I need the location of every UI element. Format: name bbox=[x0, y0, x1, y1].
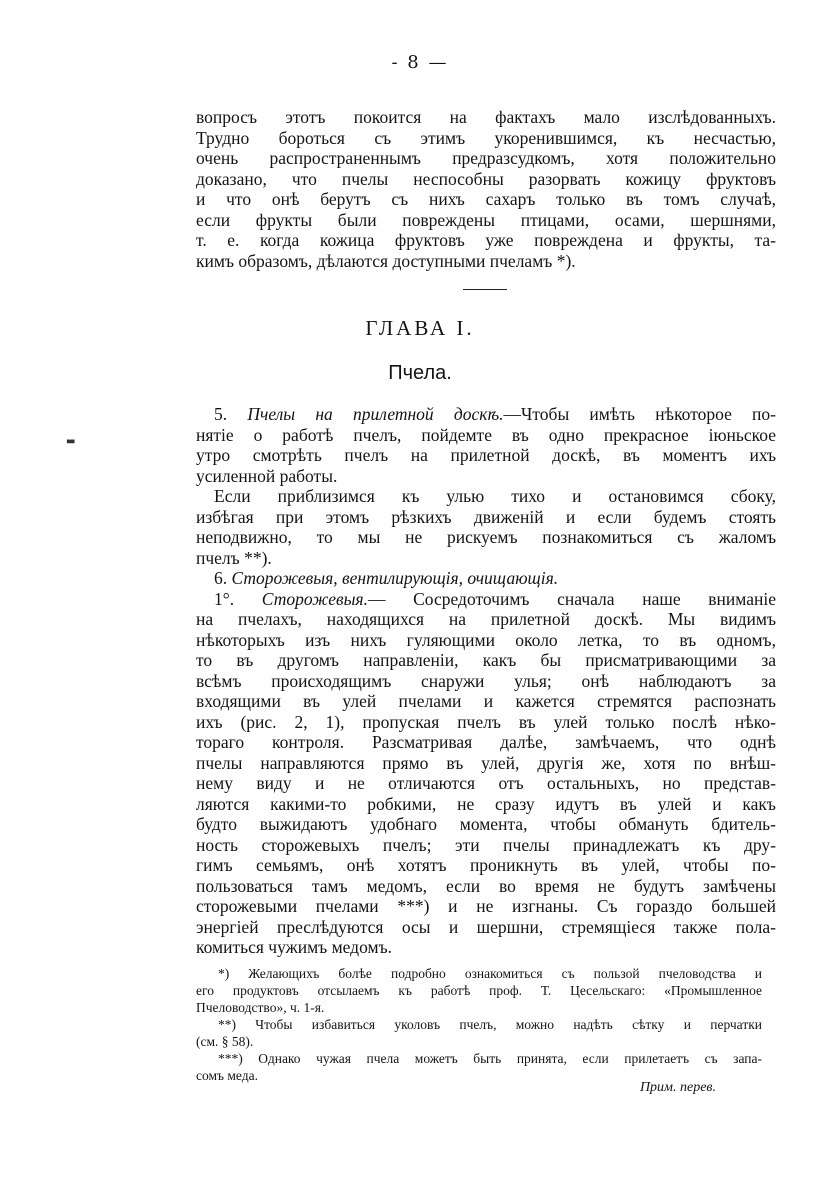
footnote-line: *) Желающихъ болѣе подробно ознакомиться съ пользой пчеловодства и bbox=[218, 966, 762, 981]
text-line: если фрукты были повреждены птицами, осами, шершнями, bbox=[196, 209, 776, 230]
section-number: 6. bbox=[214, 568, 228, 588]
text-line: всѣмъ происходящимъ снаружи улья; онѣ наблюдаютъ за bbox=[196, 670, 776, 691]
text-line: ляются какими-то робкими, не сразу идутъ въ улей и какъ bbox=[196, 793, 776, 814]
text-line: доказано, что пчелы неспособны разорвать кожицу фруктовъ bbox=[196, 168, 776, 189]
footnote-line: (см. § 58). bbox=[196, 1034, 254, 1049]
section-divider bbox=[463, 289, 507, 290]
section-heading: Пчелы на прилетной доскѣ. bbox=[247, 404, 504, 424]
section-heading: Сторожевыя, вентилирующія, очищающія. bbox=[231, 568, 559, 588]
text-line: нѣкоторыхъ изъ нихъ гуляющими около летка, то въ одномъ, bbox=[196, 629, 776, 650]
text-line: усиленной работы. bbox=[196, 465, 338, 486]
text-line: Трудно бороться съ этимъ укоренившимся, къ несчастью, bbox=[196, 127, 776, 148]
text-line: входящими въ улей пчелами и кажется стремятся распознать bbox=[196, 691, 776, 711]
section-title: Пчела. bbox=[388, 362, 452, 384]
text-line: пчелъ **). bbox=[196, 547, 272, 568]
text-line: т. е. когда кожица фруктовъ уже повреждена и фрукты, та- bbox=[196, 230, 776, 250]
text-line: ихъ (рис. 2, 1), пропуская пчелъ въ улей только послѣ нѣко- bbox=[196, 711, 776, 732]
text-line: нему виду и не отличаются отъ остальныхъ, но представ- bbox=[196, 773, 776, 793]
text-line: пчелы направляются прямо въ улей, другія же, хотя по внѣш- bbox=[196, 752, 776, 773]
text-line: комиться чужимъ медомъ. bbox=[196, 937, 392, 957]
text-line: 5. Пчелы на прилетной доскѣ.—Чтобы имѣть нѣкоторое по- bbox=[214, 404, 776, 424]
margin-mark: ▬ bbox=[66, 436, 76, 447]
chapter-title: ГЛАВА I. bbox=[365, 316, 475, 340]
page-number: - 8 — bbox=[391, 52, 449, 73]
footnote-line: его продуктовъ отсылаемъ къ работѣ проф. Т. Цесельскаго: «Промышленное bbox=[196, 983, 762, 998]
intro-paragraph bbox=[196, 107, 776, 271]
text-line: будто выжидаютъ удобнаго момента, чтобы обмануть бдитель- bbox=[196, 814, 776, 834]
footnote-line: сомъ меда. bbox=[196, 1068, 258, 1083]
subsection-number: 1°. bbox=[214, 588, 235, 609]
text-line: очень распространеннымъ предразсудкомъ, хотя положительно bbox=[196, 148, 776, 168]
text-line: кимъ образомъ, дѣлаются доступными пчеламъ *). bbox=[196, 250, 576, 271]
subsection-heading: Сторожевыя. bbox=[261, 588, 368, 609]
body-text bbox=[196, 404, 776, 958]
text-line: вопросъ этотъ покоится на фактахъ мало изслѣдованныхъ. bbox=[196, 107, 776, 127]
section-number: 5. bbox=[214, 404, 228, 424]
text-line: 1°. Сторожевыя.— Сосредоточимъ сначала наше вниманіе bbox=[214, 588, 776, 609]
text-line bbox=[196, 568, 776, 589]
text-line: пользоваться тамъ медомъ, если во время не будутъ замѣчены bbox=[196, 875, 776, 896]
text-line: то въ другомъ направленіи, какъ бы присматривающими за bbox=[196, 650, 776, 670]
text-line: и что онѣ берутъ съ нихъ сахаръ только въ томъ случаѣ, bbox=[196, 189, 776, 209]
text-line: на пчелахъ, находящихся на прилетной доскѣ. Мы видимъ bbox=[196, 609, 776, 629]
text-line: тораго контроля. Разсматривая далѣе, замѣчаемъ, что однѣ bbox=[196, 732, 776, 752]
footnote-line: Пчеловодство», ч. 1-я. bbox=[196, 1000, 325, 1015]
text-line: ность сторожевыхъ пчелъ; эти пчелы принадлежатъ къ дру- bbox=[196, 834, 776, 855]
footnote-line: ***) Однако чужая пчела можетъ быть принята, если прилетаетъ съ запа- bbox=[218, 1051, 762, 1066]
text-line: нятіе о работѣ пчелъ, пойдемте въ одно прекрасное іюньское bbox=[196, 424, 776, 445]
text-line: энергіей преслѣдуются осы и шершни, стремящіеся также пола- bbox=[196, 916, 776, 937]
footnote-line: **) Чтобы избавиться уколовъ пчелъ, можно надѣть сѣтку и перчатки bbox=[218, 1017, 762, 1032]
text-line: гимъ семьямъ, онѣ хотятъ проникнуть въ улей, чтобы по- bbox=[196, 855, 776, 875]
text-line: неподвижно, то мы не рискуемъ познакомиться съ жаломъ bbox=[196, 527, 776, 547]
text-line: сторожевыми пчелами ***) и не изгнаны. Съ гораздо большей bbox=[196, 896, 776, 916]
footnotes bbox=[196, 965, 762, 1084]
text-line: избѣгая при этомъ рѣзкихъ движеній и если будемъ стоять bbox=[196, 506, 776, 527]
translator-note: Прим. перев. bbox=[639, 1080, 716, 1095]
text-line: утро смотрѣть пчелъ на прилетной доскѣ, въ моментъ ихъ bbox=[196, 445, 776, 465]
text-line: Если приблизимся къ улью тихо и остановимся сбоку, bbox=[214, 486, 776, 506]
